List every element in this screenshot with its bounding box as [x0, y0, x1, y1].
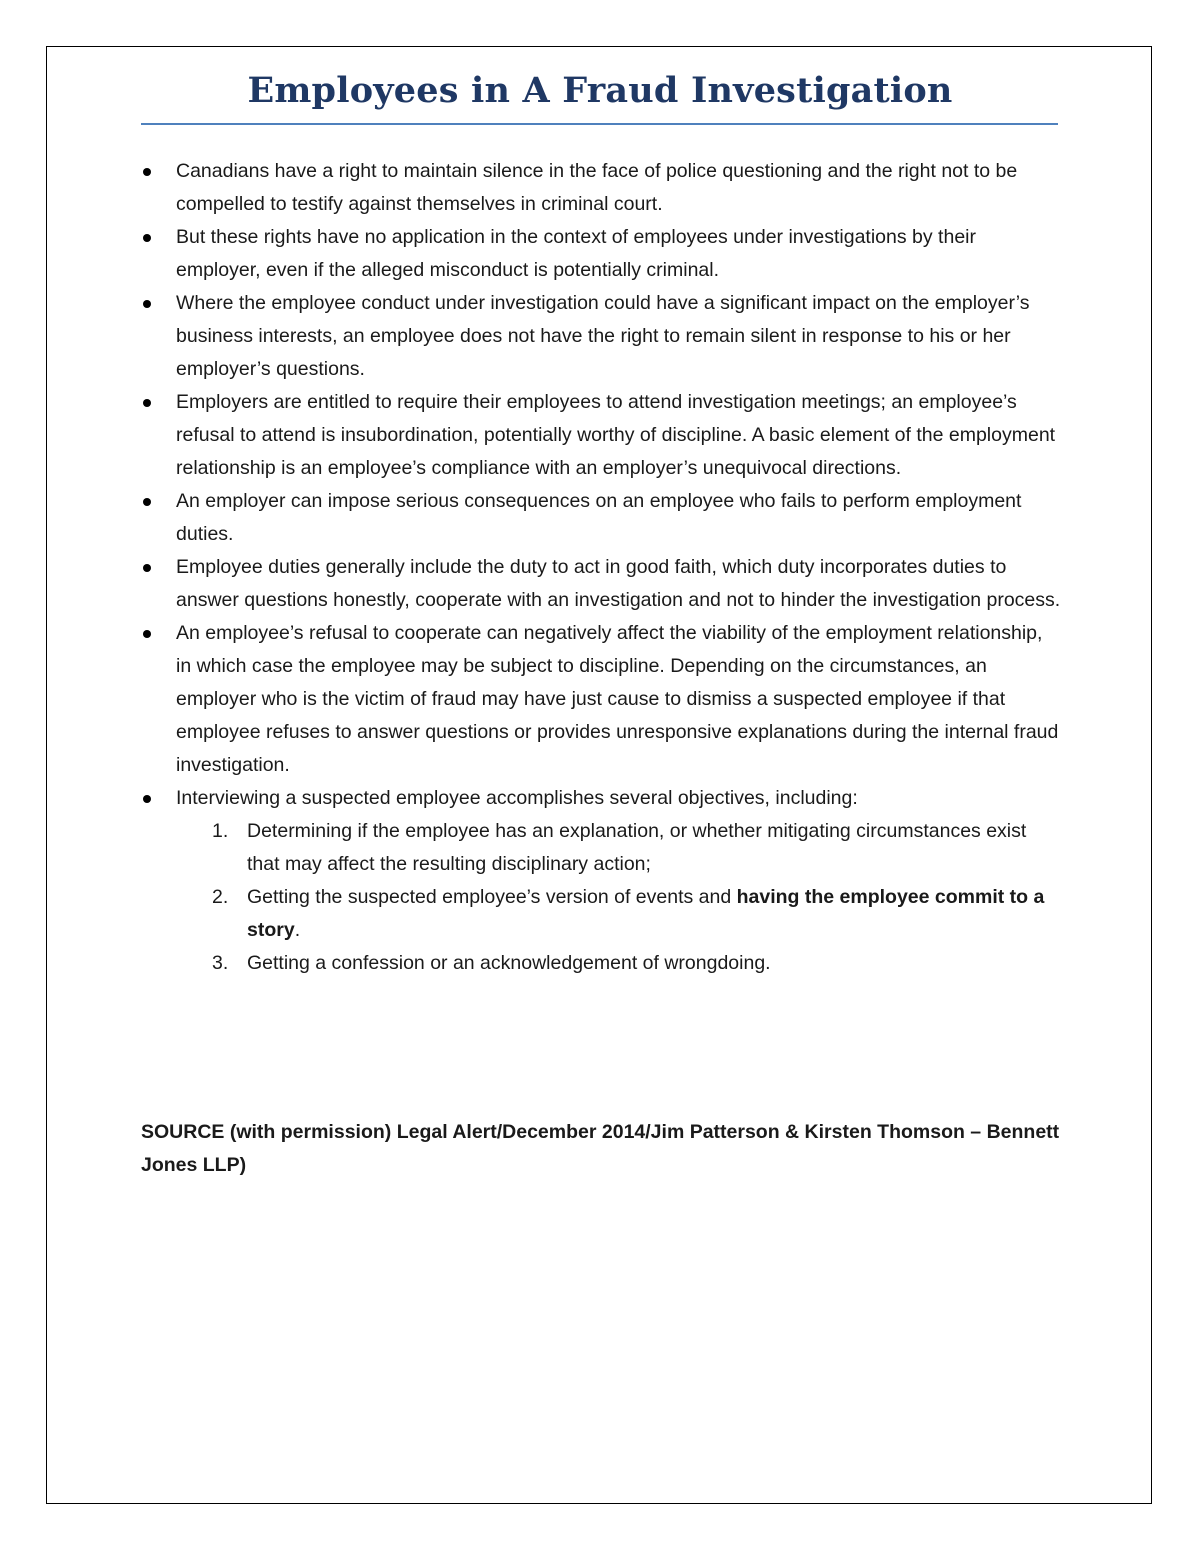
list-item — [141, 386, 1061, 485]
bullet-text: An employer can impose serious consequences on an employee who fails to perform employment duties. — [176, 490, 1022, 545]
list-item — [141, 155, 1061, 221]
bullet-text: Employee duties generally include the duty to act in good faith, which duty incorporates duties to answer questions honestly, cooperate with an investigation and not to hinder the investigation process. — [176, 556, 1061, 611]
item-number: 1. — [212, 820, 229, 842]
list-item — [141, 782, 1061, 980]
bullet-icon — [143, 234, 151, 242]
objectives-list — [176, 815, 1061, 980]
item-text: Getting the suspected employee’s version of events and — [247, 886, 737, 908]
bullet-icon — [143, 168, 151, 176]
list-item — [141, 287, 1061, 386]
item-emphasis: having the employee commit to a story — [247, 886, 1045, 941]
item-text: Determining if the employee has an explanation, or whether mitigating circumstances exist that may affect the resulting disciplinary action; — [247, 820, 1027, 875]
bullet-icon — [143, 564, 151, 572]
bullet-icon — [143, 630, 151, 638]
bullet-text: But these rights have no application in the context of employees under investigations by their employer, even if the alleged misconduct is potentially criminal. — [176, 226, 976, 281]
source-citation: SOURCE (with permission) Legal Alert/December 2014/Jim Patterson & Kirsten Thomson – Bennett Jones LLP) — [141, 1121, 1060, 1176]
item-number: 2. — [212, 886, 229, 908]
bullet-text: An employee’s refusal to cooperate can negatively affect the viability of the employment relationship, in which case the employee may be subject to discipline. Depending on the circumstances, an employer who is the victim of fraud may have just cause to dismiss a suspected employee if that employee refuses to answer questions or provides unresponsive explanations during the internal fraud investigation. — [176, 622, 1059, 776]
list-item — [141, 221, 1061, 287]
numbered-item — [176, 815, 1061, 881]
page-title: Employees in A Fraud Investigation — [247, 70, 953, 111]
bullet-icon — [143, 795, 151, 803]
numbered-item — [176, 947, 1061, 980]
item-number: 3. — [212, 952, 229, 974]
title-underline — [141, 123, 1058, 125]
bullet-text: Canadians have a right to maintain silence in the face of police questioning and the right not to be compelled to testify against themselves in criminal court. — [176, 160, 1018, 215]
list-item — [141, 485, 1061, 551]
bullet-list — [141, 155, 1061, 980]
item-text: Getting a confession or an acknowledgement of wrongdoing. — [247, 952, 771, 974]
bullet-text: Interviewing a suspected employee accomplishes several objectives, including: — [176, 787, 858, 809]
item-text-end: . — [294, 919, 301, 941]
list-item — [141, 617, 1061, 782]
bullet-icon — [143, 399, 151, 407]
bullet-icon — [143, 498, 151, 506]
bullet-text: Where the employee conduct under investigation could have a significant impact on the employer’s business interests, an employee does not have the right to remain silent in response to his or her employer’s questions. — [176, 292, 1030, 380]
numbered-item — [176, 881, 1061, 947]
bullet-icon — [143, 300, 151, 308]
list-item — [141, 551, 1061, 617]
bullet-text: Employers are entitled to require their employees to attend investigation meetings; an employee’s refusal to attend is insubordination, potentially worthy of discipline. A basic element of the employment relationship is an employee’s compliance with an employer’s unequivocal directions. — [176, 391, 1056, 479]
